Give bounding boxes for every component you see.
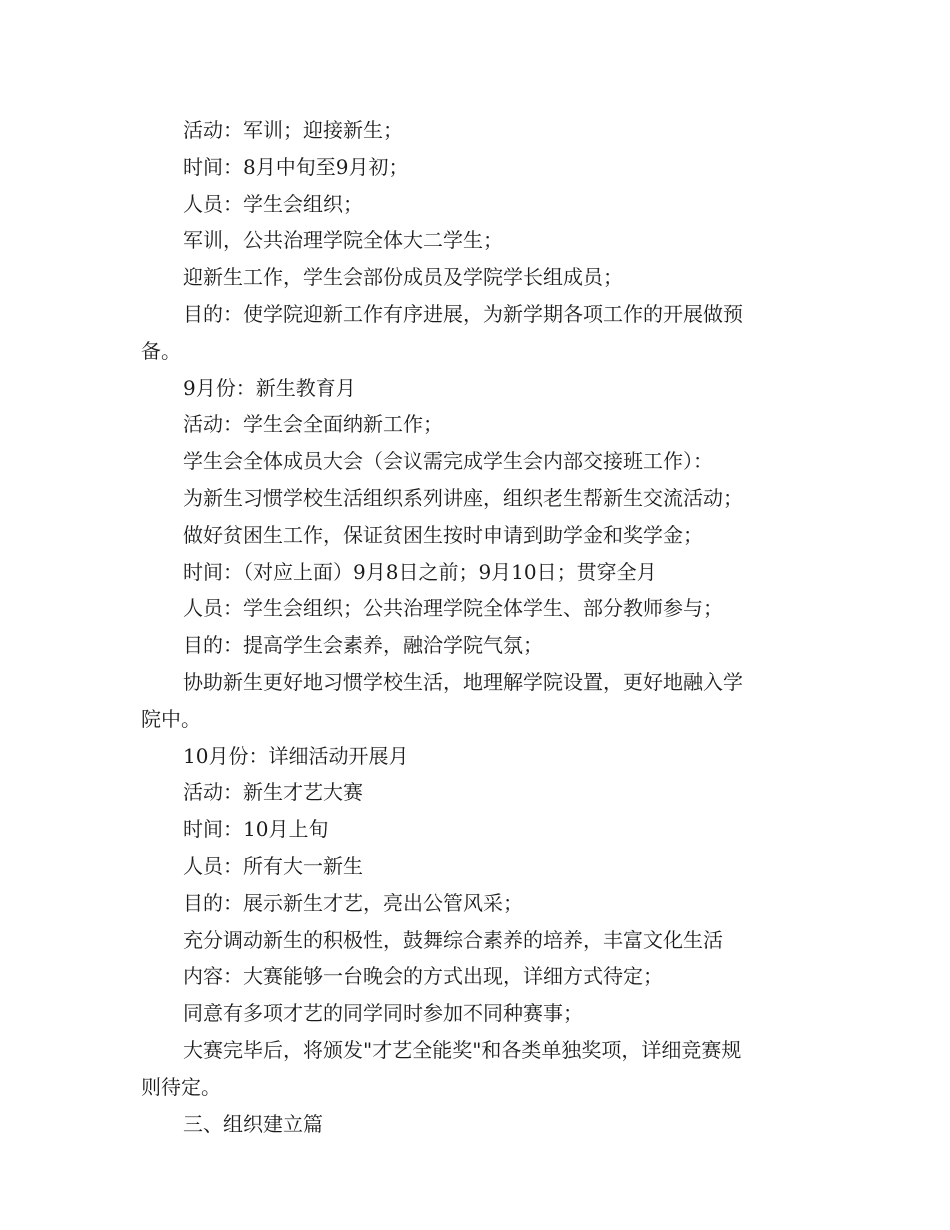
text-line: 则待定。 (141, 1074, 221, 1099)
section-heading: 三、组织建立篇 (183, 1111, 323, 1136)
text-line: 时间：10月上旬 (183, 817, 329, 842)
text-line: 充分调动新生的积极性，鼓舞综合素养的培养，丰富文化生活 (183, 927, 723, 952)
text-line: 做好贫困生工作，保证贫困生按时申请到助学金和奖学金； (183, 522, 703, 547)
section-heading: 9月份：新生教育月 (183, 375, 356, 400)
text-line: 活动：学生会全面纳新工作； (183, 412, 443, 437)
text-line: 活动：新生才艺大赛 (183, 780, 363, 805)
text-line: 学生会全体成员大会（会议需完成学生会内部交接班工作）： (183, 449, 713, 474)
text-line: 人员：所有大一新生 (183, 853, 363, 878)
text-line: 时间：8月中旬至9月初； (183, 154, 409, 179)
text-line: 人员：学生会组织；公共治理学院全体学生、部分教师参与； (183, 596, 723, 621)
text-line: 时间：（对应上面）9月8日之前；9月10日；贯穿全月 (183, 559, 657, 584)
text-line: 活动：军训；迎接新生； (183, 118, 403, 142)
text-line: 人员：学生会组织； (183, 191, 363, 216)
text-line: 大赛完毕后，将颁发"才艺全能奖"和各类单独奖项，详细竞赛规 (183, 1037, 742, 1062)
text-line: 同意有多项才艺的同学同时参加不同种赛事； (183, 1001, 583, 1026)
text-line: 为新生习惯学校生活组织系列讲座，组织老生帮新生交流活动； (183, 485, 743, 510)
text-line: 备。 (141, 338, 181, 363)
text-line: 院中。 (141, 706, 201, 731)
section-heading: 10月份：详细活动开展月 (183, 743, 409, 768)
text-line: 目的：使学院迎新工作有序进展，为新学期各项工作的开展做预 (183, 301, 743, 326)
text-line: 协助新生更好地习惯学校生活，地理解学院设置，更好地融入学 (183, 669, 743, 694)
text-line: 内容：大赛能够一台晚会的方式出现，详细方式待定； (183, 964, 663, 989)
text-line: 迎新生工作，学生会部份成员及学院学长组成员； (183, 265, 623, 290)
document-body (141, 112, 811, 1142)
text-line: 军训，公共治理学院全体大二学生； (183, 228, 503, 253)
text-line: 目的：展示新生才艺，亮出公管风采； (183, 890, 523, 915)
text-line: 目的：提高学生会素养，融洽学院气氛； (183, 633, 543, 658)
